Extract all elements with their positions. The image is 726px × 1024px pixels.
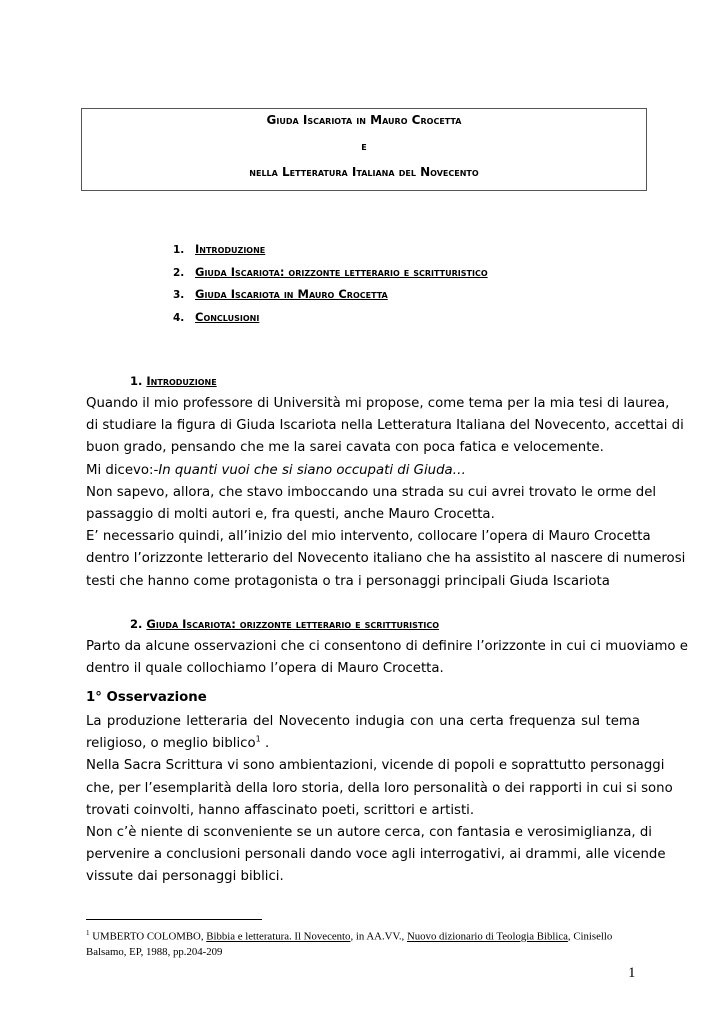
text-fragment: . xyxy=(260,736,270,752)
footnote-author: UMBERTO COLOMBO, xyxy=(92,930,207,943)
quote-prefix: Mi dicevo:- xyxy=(86,462,159,478)
toc-item xyxy=(173,309,488,332)
table-of-contents xyxy=(173,241,488,331)
quote-line xyxy=(86,460,640,482)
text-fragment: religioso, o meglio biblico xyxy=(86,736,256,752)
toc-label: Introduzione xyxy=(195,242,266,256)
text-line: Non c’è niente di sconveniente se un autore cerca, con fantasia e verosimiglianza, di xyxy=(86,825,652,841)
text-line: La produzione letteraria del Novecento indugia con una certa frequenza sul tema xyxy=(86,714,640,729)
text-line: Non sapevo, allora, che stavo imboccando una strada su cui avrei trovato le orme del xyxy=(86,484,657,500)
observation-title: 1° Osservazione xyxy=(86,690,207,705)
observation-body xyxy=(86,711,673,889)
toc-number: 3. xyxy=(173,289,185,301)
section-1-heading xyxy=(130,374,217,388)
text-line: Quando il mio professore di Università mi propose, come tema per la mia tesi di laurea, xyxy=(86,396,670,411)
section-2-heading xyxy=(130,617,439,631)
section-title: Giuda Iscariota: orizzonte letterario e scritturistico xyxy=(146,617,440,631)
toc-number: 4. xyxy=(173,311,185,324)
footnote-text: , in AA.VV., xyxy=(350,930,407,943)
footnote-mark: 1 xyxy=(86,929,90,937)
text-line: passaggio di molti autori e, fra questi, anche Mauro Crocetta. xyxy=(86,507,495,523)
text-line: buon grado, pensando che me la sarei cavata con poca fatica e velocemente. xyxy=(86,440,604,456)
footnote xyxy=(86,926,646,960)
toc-label: Giuda Iscariota: orizzonte letterario e scritturistico xyxy=(195,264,488,279)
text-line: di studiare la figura di Giuda Iscariota nella Letteratura Italiana del Novecento, accettai di xyxy=(86,418,684,434)
text-line: trovati coinvolti, hanno affascinato poeti, scrittori e artisti. xyxy=(86,802,475,818)
section-title: Introduzione xyxy=(146,374,217,388)
text-line: Nella Sacra Scrittura vi sono ambientazioni, vicende di popoli e soprattutto personaggi xyxy=(86,758,665,774)
title-line-1: Giuda Iscariota in Mauro Crocetta xyxy=(266,113,462,127)
text-line: vissute dai personaggi biblici. xyxy=(86,869,284,885)
section-number: 1. xyxy=(130,374,143,388)
text-line: E’ necessario quindi, all’inizio del mio intervento, collocare l’opera di Mauro Crocetta xyxy=(86,529,651,545)
footnote-reference[interactable]: 1 xyxy=(255,734,261,744)
text-line: che, per l’esemplarità della loro storia, della loro personalità o dei rapporti in cui si sono xyxy=(86,780,673,796)
toc-number: 2. xyxy=(173,266,185,279)
toc-number: 1. xyxy=(173,244,185,256)
footnote-work-1: Bibbia e letteratura. Il Novecento xyxy=(206,930,351,943)
text-line: dentro il quale collochiamo l’opera di Mauro Crocetta. xyxy=(86,661,444,677)
page-number: 1 xyxy=(628,965,636,981)
toc-item xyxy=(173,286,488,309)
text-line: pervenire a conclusioni personali dando voce agli interrogativi, ai drammi, alle vicende xyxy=(86,847,666,863)
toc-item xyxy=(173,264,488,287)
text-line: testi che hanno come protagonista o tra i personaggi principali Giuda Iscariota xyxy=(86,573,610,589)
section-number: 2. xyxy=(130,617,143,631)
title-box xyxy=(81,108,647,191)
quote-italic: In quanti vuoi che si siano occupati di Giuda… xyxy=(158,462,466,478)
footnote-text: , Cinisello Balsamo, EP, 1988, pp.204-209 xyxy=(86,930,613,958)
text-line xyxy=(86,733,640,755)
toc-label: Conclusioni xyxy=(195,309,260,324)
section-2-body xyxy=(86,636,688,680)
toc-label: Giuda Iscariota in Mauro Crocetta xyxy=(195,287,388,301)
section-1-body xyxy=(86,393,686,593)
text-line: Parto da alcune osservazioni che ci consentono di definire l’orizzonte in cui ci muoviamo e xyxy=(86,639,688,654)
footnote-divider xyxy=(86,919,262,920)
title-line-3: nella Letteratura Italiana del Novecento xyxy=(249,165,479,179)
toc-item xyxy=(173,241,488,264)
title-line-2: e xyxy=(361,139,367,153)
footnote-work-2: Nuovo dizionario di Teologia Biblica xyxy=(406,930,568,943)
text-line: dentro l’orizzonte letterario del Novecento italiano che ha assistito al nascere di numerosi xyxy=(86,551,686,567)
